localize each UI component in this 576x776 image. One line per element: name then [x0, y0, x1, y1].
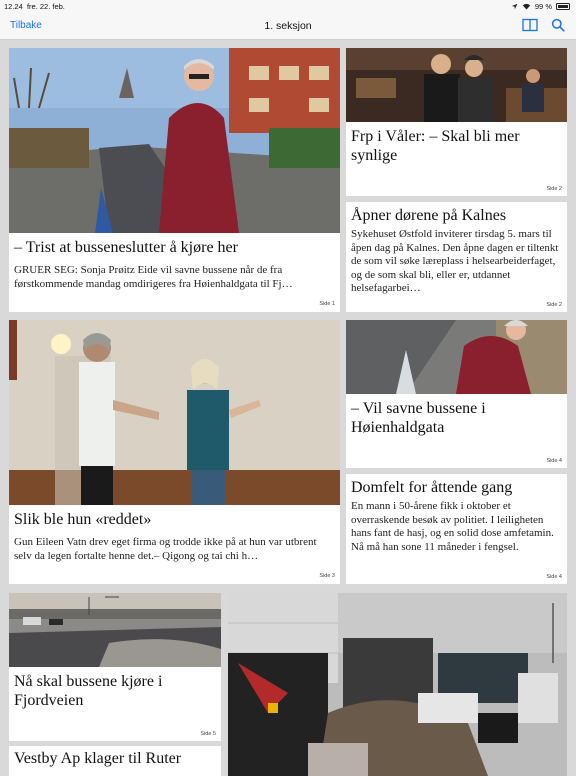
wifi-icon	[522, 3, 531, 10]
article-photo	[9, 593, 221, 667]
article-photo	[228, 593, 567, 776]
article-headline: Vestby Ap klager til Ruter	[14, 750, 182, 767]
article-headline: – Trist at busseneslutter å kjøre her	[14, 239, 238, 256]
article-card-vestby-ap[interactable]	[9, 746, 221, 776]
article-headline: Domfelt for åttende gang	[351, 479, 513, 496]
article-grid	[0, 40, 576, 768]
article-summary: Gun Eileen Vatn drev eget firma og trodde ikke på at hun var utbrent selv da legen fortalte henne det.– Qigong og tai chi h…	[14, 536, 317, 562]
article-headline: Nå skal bussene kjøre i Fjordveien	[14, 673, 163, 709]
article-photo	[9, 320, 340, 505]
article-card-bus-stop[interactable]	[9, 48, 340, 312]
search-icon[interactable]	[551, 18, 567, 32]
article-card-kalnes[interactable]	[346, 202, 567, 312]
article-page-number: Side 4	[546, 574, 562, 580]
article-summary: En mann i 50-årene fikk i oktober et overraskende besøk av politiet. I leiligheten hans fant de hasj, og en solid dose amfetamin. Nå må han sone 11 måneder i fengsel.	[351, 500, 554, 553]
article-page-number: Side 2	[546, 186, 562, 192]
article-card-fjordveien[interactable]	[9, 593, 221, 741]
back-button[interactable]: Tilbake	[10, 20, 42, 31]
article-headline: – Vil savne bussene i Høienhaldgata	[351, 400, 486, 436]
location-icon	[511, 3, 518, 10]
article-photo	[346, 48, 567, 122]
article-card-hoienhaldgata[interactable]	[346, 320, 567, 468]
battery-icon	[556, 3, 570, 10]
article-summary: Sykehuset Østfold inviterer tirsdag 5. mars til åpen dag på Kalnes. Den åpne dagen er tiltenkt de som vil søke læreplass i helsearbeiderfaget, og de som skal bli, eller er, utdannet helsefagarbei…	[351, 228, 559, 294]
article-card-qigong[interactable]	[9, 320, 340, 584]
article-headline: Åpner dørene på Kalnes	[351, 207, 507, 224]
page-view-icon[interactable]	[522, 18, 538, 32]
article-summary: GRUER SEG: Sonja Prøitz Eide vil savne bussene når de fra førstkommende mandag omdirigeres fra Høienhaldgata til Fj…	[14, 264, 293, 290]
article-card-frp[interactable]	[346, 48, 567, 196]
article-headline: Slik ble hun «reddet»	[14, 511, 152, 528]
navigation-bar	[0, 12, 576, 40]
article-page-number: Side 5	[200, 731, 216, 737]
article-page-number: Side 3	[319, 573, 335, 579]
article-page-number: Side 2	[546, 302, 562, 308]
article-page-number: Side 1	[319, 301, 335, 307]
status-indicators	[511, 2, 570, 11]
status-bar	[0, 0, 576, 12]
article-headline: Frp i Våler: – Skal bli mer synlige	[351, 128, 520, 164]
battery-percent: 99 %	[534, 2, 552, 11]
status-date: fre. 22. feb.	[26, 2, 65, 11]
article-card-waste-photo[interactable]	[228, 593, 567, 776]
article-photo	[346, 320, 567, 394]
status-time-date	[4, 2, 65, 11]
status-time: 12.24	[4, 2, 23, 11]
article-page-number: Side 4	[546, 458, 562, 464]
article-card-domfelt[interactable]	[346, 474, 567, 584]
section-title: 1. seksjon	[264, 20, 312, 32]
article-photo	[9, 48, 340, 233]
